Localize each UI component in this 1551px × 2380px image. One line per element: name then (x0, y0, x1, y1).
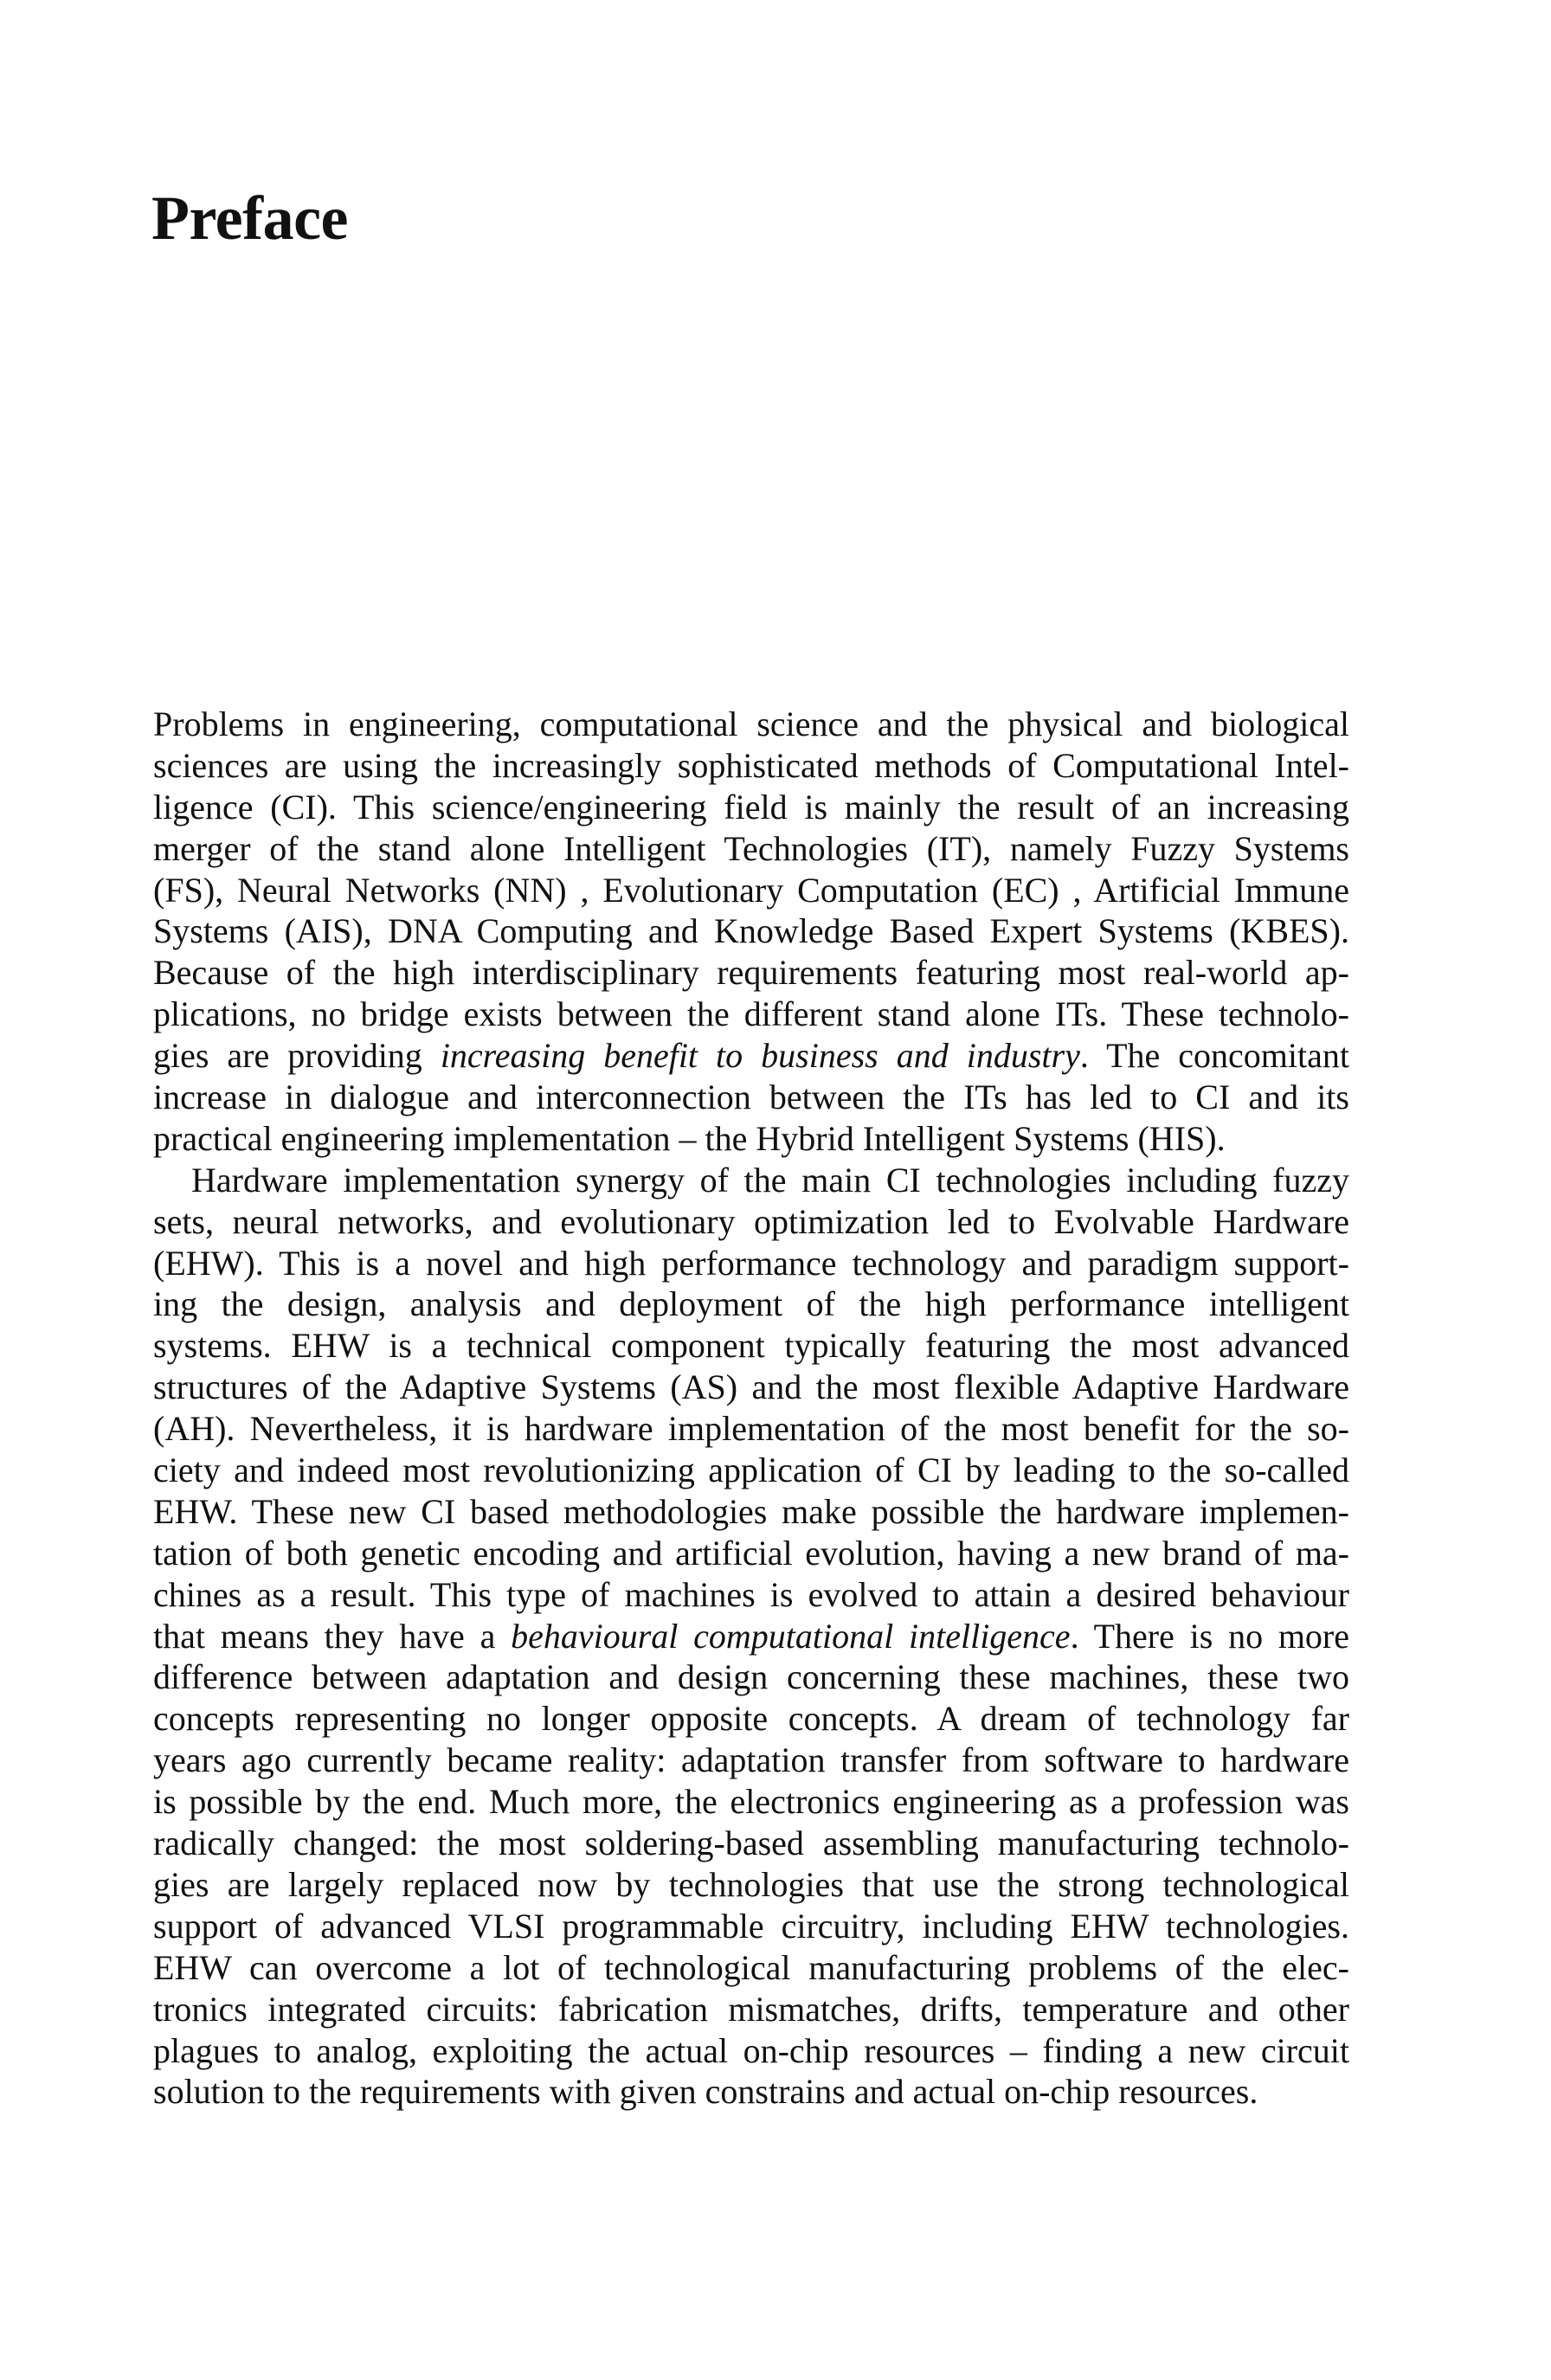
text-line: plagues to analog, exploiting the actual on-chip resources – finding a new circuit (153, 2030, 1349, 2070)
text-line: chines as a result. This type of machines is evolved to attain a desired behaviour (153, 1574, 1349, 1614)
text-line-emphasis (153, 1035, 1349, 1077)
text-segment: that means they have a (153, 1616, 512, 1656)
text-line: radically changed: the most soldering-based assembling manufacturing technolo- (153, 1824, 1349, 1863)
text-segment: gies are providing (153, 1036, 441, 1076)
text-line: (AH). Nevertheless, it is hardware implementation of the most benefit for the so- (153, 1409, 1349, 1449)
text-segment: . The concomitant (1079, 1036, 1350, 1076)
text-line: (EHW). This is a novel and high performance technology and paradigm support- (153, 1243, 1349, 1283)
text-line: Systems (AIS), DNA Computing and Knowledge Based Expert Systems (KBES). (153, 911, 1349, 951)
text-line: EHW can overcome a lot of technological manufacturing problems of the elec- (153, 1947, 1349, 1987)
text-line: ciety and indeed most revolutionizing application of CI by leading to the so-called (153, 1451, 1349, 1490)
text-line: merger of the stand alone Intelligent Technologies (IT), namely Fuzzy Systems (153, 828, 1349, 868)
text-line: structures of the Adaptive Systems (AS) and the most flexible Adaptive Hardware (153, 1367, 1349, 1407)
text-line: concepts representing no longer opposite concepts. A dream of technology far (153, 1699, 1349, 1739)
text-line: Because of the high interdisciplinary requirements featuring most real-world ap- (153, 953, 1349, 993)
text-line: is possible by the end. Much more, the electronics engineering as a profession was (153, 1782, 1349, 1822)
text-line: years ago currently became reality: adaptation transfer from software to hardware (153, 1740, 1349, 1780)
text-line: solution to the requirements with given constrains and actual on-chip resources. (153, 2072, 1258, 2112)
text-line: support of advanced VLSI programmable circuitry, including EHW technologies. (153, 1906, 1349, 1946)
text-line: sets, neural networks, and evolutionary optimization led to Evolvable Hardware (153, 1201, 1349, 1241)
paragraph-1 (153, 704, 1349, 1160)
text-line: practical engineering implementation – the Hybrid Intelligent Systems (HIS). (153, 1118, 1226, 1158)
text-line: difference between adaptation and design concerning these machines, these two (153, 1657, 1349, 1697)
text-line: EHW. These new CI based methodologies make possible the hardware implemen- (153, 1491, 1349, 1531)
text-line: tation of both genetic encoding and artificial evolution, having a new brand of ma- (153, 1533, 1349, 1573)
emphasized-phrase: increasing benefit to business and industry (440, 1036, 1080, 1076)
text-line: (FS), Neural Networks (NN) , Evolutionary Computation (EC) , Artificial Immune (153, 870, 1349, 910)
text-line: tronics integrated circuits: fabrication mismatches, drifts, temperature and other (153, 1989, 1349, 2029)
text-line: ing the design, analysis and deployment of the high performance intelligent (153, 1284, 1349, 1324)
text-line: sciences are using the increasingly sophisticated methods of Computational Intel- (153, 745, 1349, 785)
preface-body (153, 704, 1349, 2113)
text-line: ligence (CI). This science/engineering field is mainly the result of an increasing (153, 787, 1349, 827)
chapter-title: Preface (151, 183, 348, 253)
text-line-emphasis (153, 1616, 1349, 1657)
paragraph-2 (153, 1160, 1349, 2113)
text-line: Hardware implementation synergy of the main CI technologies including fuzzy (191, 1160, 1349, 1200)
text-line: plications, no bridge exists between the different stand alone ITs. These technolo- (153, 994, 1349, 1034)
text-line: Problems in engineering, computational science and the physical and biological (153, 704, 1349, 743)
emphasized-phrase: behavioural computational intelligence (511, 1616, 1071, 1656)
text-line: increase in dialogue and interconnection between the ITs has led to CI and its (153, 1077, 1349, 1117)
text-line: gies are largely replaced now by technologies that use the strong technological (153, 1864, 1349, 1904)
text-line: systems. EHW is a technical component typically featuring the most advanced (153, 1326, 1349, 1366)
text-segment: . There is no more (1070, 1616, 1350, 1656)
